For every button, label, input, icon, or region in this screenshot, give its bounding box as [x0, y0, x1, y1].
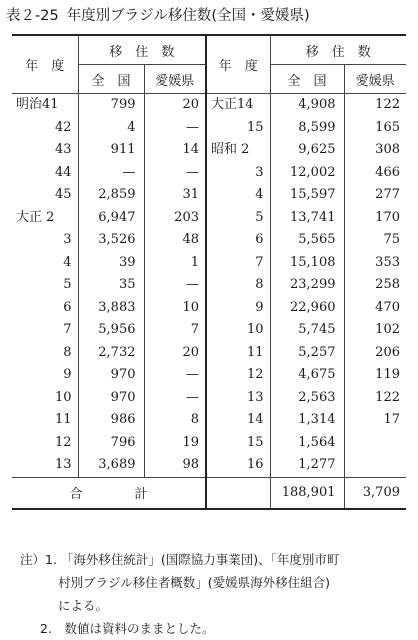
left-year-cell: 4 [63, 254, 72, 270]
right-year-cell: 5 [206, 207, 270, 230]
right-year-cell: 13 [206, 387, 270, 410]
right-year-cell: 3 [206, 162, 270, 185]
right-national-cell: 23,299 [270, 274, 344, 297]
right-national-cell: 15,108 [270, 252, 344, 275]
right-national-cell: 5,257 [270, 342, 344, 365]
table-row [12, 274, 406, 297]
right-ehime-cell: 353 [344, 252, 406, 275]
right-ehime-cell: 206 [344, 342, 406, 365]
right-national-cell: 12,002 [270, 162, 344, 185]
left-national-cell: 4 [78, 117, 144, 140]
left-national-cell: 3,883 [78, 297, 144, 320]
left-year-cell: 大正 2 [16, 209, 55, 225]
table-row [12, 387, 406, 410]
table-caption: 年度別ブラジル移住数(全国・愛媛県) [66, 8, 310, 24]
table-row [12, 342, 406, 365]
total-spacer [206, 477, 270, 509]
right-year-cell: 15 [206, 432, 270, 455]
total-ehime: 3,709 [344, 477, 406, 509]
note-1-text-1: 「海外移住統計」(国際協力事業団)、「年度別市町 [60, 552, 340, 567]
right-national-cell: 4,908 [270, 94, 344, 117]
left-national-cell: 6,947 [78, 207, 144, 230]
right-ehime-cell [344, 432, 406, 455]
left-national-cell: 35 [78, 274, 144, 297]
right-national-cell: 2,563 [270, 387, 344, 410]
left-year-cell: 11 [54, 412, 72, 428]
right-year-cell: 15 [206, 117, 270, 140]
table-row [12, 94, 406, 117]
table-row [12, 297, 406, 320]
right-year-cell: 14 [206, 409, 270, 432]
left-ehime-cell: — [144, 162, 206, 185]
right-national-cell: 8,599 [270, 117, 344, 140]
note-1-line-1 [20, 548, 410, 571]
left-year-cell: 7 [63, 322, 72, 338]
right-ehime-cell: 466 [344, 162, 406, 185]
right-national-cell: 1,314 [270, 409, 344, 432]
left-national-cell: 970 [78, 387, 144, 410]
note-2-text: 数値は資料のままとした。 [64, 621, 215, 636]
right-year-cell: 16 [206, 454, 270, 477]
table-row [12, 319, 406, 342]
left-ehime-cell: 10 [144, 297, 206, 320]
header-year-right: 年 度 [206, 35, 270, 94]
table-row [12, 184, 406, 207]
total-label: 合 計 [12, 477, 206, 509]
left-ehime-cell: 203 [144, 207, 206, 230]
left-year-cell: 明治41 [16, 97, 59, 113]
left-year-cell: 42 [54, 119, 72, 135]
right-national-cell: 13,741 [270, 207, 344, 230]
table-body [12, 94, 406, 478]
right-year-cell: 4 [206, 184, 270, 207]
left-year-cell: 13 [54, 457, 72, 473]
table-row [12, 162, 406, 185]
right-ehime-cell: 122 [344, 387, 406, 410]
table-number: 表２-25 [6, 8, 59, 24]
left-national-cell: 796 [78, 432, 144, 455]
total-national: 188,901 [270, 477, 344, 509]
left-year-cell: 43 [54, 142, 72, 158]
right-year-cell: 10 [206, 319, 270, 342]
left-ehime-cell: 98 [144, 454, 206, 477]
header-national-left: 全 国 [78, 65, 144, 94]
right-year-cell: 9 [206, 297, 270, 320]
left-ehime-cell: 20 [144, 342, 206, 365]
right-year-cell: 大正14 [206, 94, 270, 117]
left-ehime-cell: — [144, 274, 206, 297]
left-year-cell: 9 [63, 367, 72, 383]
right-national-cell: 1,277 [270, 454, 344, 477]
right-national-cell: 22,960 [270, 297, 344, 320]
left-ehime-cell: 48 [144, 229, 206, 252]
right-ehime-cell: 119 [344, 364, 406, 387]
left-ehime-cell: — [144, 364, 206, 387]
right-ehime-cell: 170 [344, 207, 406, 230]
header-ehime-left: 愛媛県 [144, 65, 206, 94]
left-year-cell: 8 [63, 344, 72, 360]
header-national-right: 全 国 [270, 65, 344, 94]
left-national-cell: 799 [78, 94, 144, 117]
left-national-cell: 5,956 [78, 319, 144, 342]
right-ehime-cell: 102 [344, 319, 406, 342]
right-year-cell: 12 [206, 364, 270, 387]
right-national-cell: 5,565 [270, 229, 344, 252]
right-ehime-cell: 277 [344, 184, 406, 207]
right-year-cell: 11 [206, 342, 270, 365]
right-year-cell: 6 [206, 229, 270, 252]
table-row [12, 364, 406, 387]
left-year-cell: 12 [54, 434, 72, 450]
left-national-cell: 2,732 [78, 342, 144, 365]
migration-table [12, 34, 406, 510]
left-ehime-cell: 1 [144, 252, 206, 275]
notes [20, 548, 410, 640]
left-year-cell: 6 [63, 299, 72, 315]
left-national-cell: 3,526 [78, 229, 144, 252]
right-ehime-cell: 165 [344, 117, 406, 140]
right-ehime-cell: 470 [344, 297, 406, 320]
header-ehime-right: 愛媛県 [344, 65, 406, 94]
right-ehime-cell: 308 [344, 139, 406, 162]
left-ehime-cell: 8 [144, 409, 206, 432]
left-ehime-cell: 14 [144, 139, 206, 162]
left-ehime-cell: 20 [144, 94, 206, 117]
table-row [12, 454, 406, 477]
left-ehime-cell: 7 [144, 319, 206, 342]
right-ehime-cell: 258 [344, 274, 406, 297]
right-ehime-cell [344, 454, 406, 477]
left-year-cell: 44 [54, 164, 72, 180]
left-national-cell: 911 [78, 139, 144, 162]
left-ehime-cell: — [144, 387, 206, 410]
left-national-cell: 39 [78, 252, 144, 275]
table-row [12, 409, 406, 432]
right-national-cell: 4,675 [270, 364, 344, 387]
right-national-cell: 9,625 [270, 139, 344, 162]
left-ehime-cell: — [144, 117, 206, 140]
table-row [12, 432, 406, 455]
right-year-cell: 昭和 2 [206, 139, 270, 162]
right-ehime-cell: 75 [344, 229, 406, 252]
right-year-cell: 7 [206, 252, 270, 275]
table-row [12, 139, 406, 162]
header-migration-left: 移 住 数 [78, 35, 206, 65]
note-1-prefix: 注）1. [20, 552, 57, 567]
table-title [6, 4, 416, 25]
left-year-cell: 45 [54, 187, 72, 203]
left-ehime-cell: 19 [144, 432, 206, 455]
left-year-cell: 5 [63, 277, 72, 293]
table-row [12, 117, 406, 140]
left-national-cell: 2,859 [78, 184, 144, 207]
table-row [12, 229, 406, 252]
right-national-cell: 5,745 [270, 319, 344, 342]
note-2 [20, 617, 410, 640]
header-year-left: 年 度 [12, 35, 78, 94]
table-row [12, 207, 406, 230]
note-2-prefix: 2. [40, 621, 52, 636]
right-national-cell: 1,564 [270, 432, 344, 455]
right-national-cell: 15,597 [270, 184, 344, 207]
right-year-cell: 8 [206, 274, 270, 297]
note-1-line-3: による。 [58, 598, 109, 613]
table-row [12, 252, 406, 275]
left-national-cell: 970 [78, 364, 144, 387]
left-year-cell: 3 [63, 232, 72, 248]
left-national-cell: — [78, 162, 144, 185]
left-national-cell: 986 [78, 409, 144, 432]
left-national-cell: 3,689 [78, 454, 144, 477]
left-year-cell: 10 [54, 389, 72, 405]
right-ehime-cell: 122 [344, 94, 406, 117]
left-ehime-cell: 31 [144, 184, 206, 207]
note-1-line-2: 村別ブラジル移住者概数」(愛媛県海外移住組合) [58, 575, 330, 590]
header-migration-right: 移 住 数 [270, 35, 406, 65]
right-ehime-cell: 17 [344, 409, 406, 432]
